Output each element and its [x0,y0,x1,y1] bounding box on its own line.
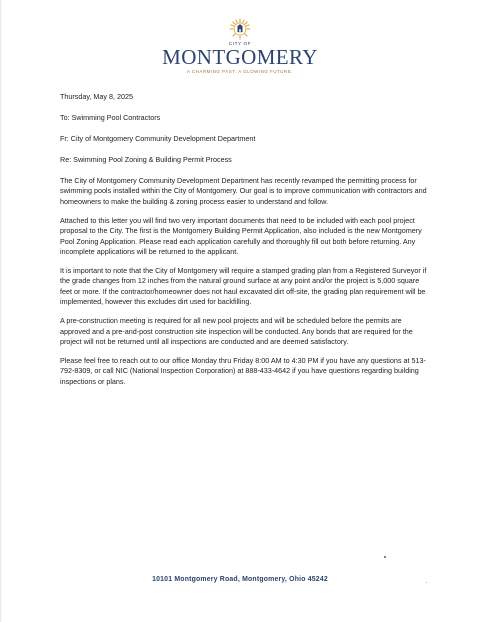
footer-address: 10101 Montgomery Road, Montgomery, Ohio 45242 [152,576,328,583]
scan-edge [0,0,2,622]
city-name-logo: MONTGOMERY [162,45,318,69]
city-of-label: CITY OF [228,41,252,46]
city-seal-icon [229,18,251,40]
letter-date: Thursday, May 8, 2025 [60,92,133,101]
scan-speck [384,556,386,558]
paragraph: Attached to this letter you will find two very important documents that need to be included with each pool project proposal to the City. The first is the Montgomery Building Permit Application, also included is the new Montgomery Pool Zoning Application. Please read each application carefully and thoroughly fill out both before returning. Any incomplete applications will be returned to the applicant. [60,215,422,257]
letter-body [60,92,432,396]
paragraph: A pre-construction meeting is required for all new pool projects and will be scheduled before the permits are approved and a pre-and-post construction site inspection will be conducted. Any bonds that are required for the project will not be returned until all inspections are conducted and are deemed satisfactory. [60,316,413,347]
paragraph: Please feel free to reach out to our office Monday thru Friday 8:00 AM to 4:30 PM if you have any questions at 513-792-8309, or call NIC (National Inspection Corporation) at 888-433-4642 if you have questions regarding building inspections or plans. [60,356,426,386]
paragraph: The City of Montgomery Community Development Department has recently revamped the permitting process for swimming pools installed within the City of Montgomery. Our goal is to improve communication with contractors and homeowners to make the building & zoning process easier to understand and follow. [60,176,427,206]
city-tagline: A CHARMING PAST. A GLOWING FUTURE. [187,69,293,74]
paragraph: It is important to note that the City of Montgomery will require a stamped grading plan from a Registered Surveyor if the grade changes from 12 inches from the natural ground surface at any point and/or the project is 5,000 square feet or more. If the contractor/homeowner does not haul excavated dirt off-site, the grading plan requirement will be implemented, however this excludes dirt used for backfilling. [60,266,427,307]
letter-from: Fr: City of Montgomery Community Development Department [60,134,256,143]
letterhead [0,18,480,74]
letter-subject: Re: Swimming Pool Zoning & Building Permit Process [60,155,232,164]
letter-to: To: Swimming Pool Contractors [60,113,161,122]
